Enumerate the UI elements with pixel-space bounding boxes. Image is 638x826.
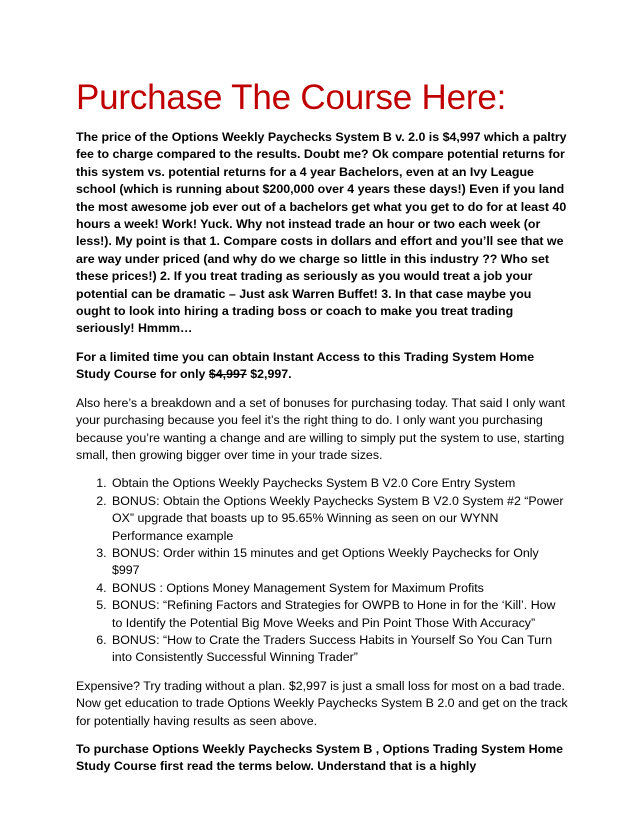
- page-title: Purchase The Course Here:: [76, 78, 507, 117]
- list-item: 3. BONUS: Order within 15 minutes and get Options Weekly Paychecks for Only $997: [110, 545, 568, 580]
- purchase-paragraph: To purchase Options Weekly Paychecks System B , Options Trading System Home Study Course first read the terms below. Understand that is a highly: [76, 742, 564, 774]
- bonus-list: [76, 475, 568, 666]
- list-item: 4. BONUS : Options Money Management System for Maximum Profits: [110, 580, 568, 597]
- offer-text: For a limited time you can obtain Instant Access to this Trading System Home Study Course for only: [76, 349, 535, 382]
- old-price: $4,997: [208, 367, 247, 382]
- bonuses-intro-paragraph: Also here’s a breakdown and a set of bonuses for purchasing today. That said I only want your purchasing because you feel it’s the right thing to do. I only want you purchasing because you’re wanting a change and are willing to simply put the system to use, starting small, then growing bigger over time in your trade sizes.: [76, 395, 566, 462]
- new-price: $2,997.: [250, 367, 292, 382]
- list-item: 6. BONUS: “How to Crate the Traders Success Habits in Yourself So You Can Turn into Consistently Successful Winning Trader”: [110, 632, 568, 667]
- list-item: 2. BONUS: Obtain the Options Weekly Paychecks System B V2.0 System #2 “Power OX” upgrade that boasts up to 95.65% Winning as seen on our WYNN Performance example: [110, 493, 568, 545]
- price-paragraph: The price of the Options Weekly Paychecks System B v. 2.0 is $4,997 which a paltry fee to charge compared to the results. Doubt me? Ok compare potential returns for this system vs. potential returns for a 4 year Bachelors, even at an Ivy League school (which is running about $200,000 over 4 years these days!) Even if you land the most awesome job ever out of a bachelors get what you get to do for at least 40 hours a week! Work! Yuck. Why not instead trade an hour or two each week (or less!). My point is that 1. Compare costs in dollars and effort and you’ll see that we are way under priced (and why do we charge so little in this industry ?? Who set these prices!) 2. If you treat trading as seriously as you would treat a job your potential can be dramatic – Just ask Warren Buffet! 3. In that case maybe you ought to look into hiring a trading boss or coach to make you treat trading seriously! Hmmm…: [76, 130, 567, 336]
- list-item: 1. Obtain the Options Weekly Paychecks System B V2.0 Core Entry System: [110, 475, 568, 492]
- list-item: 5. BONUS: “Refining Factors and Strategies for OWPB to Hone in for the ‘Kill’. How to Identify the Potential Big Move Weeks and Pin Point Those With Accuracy”: [110, 597, 568, 632]
- document-body: [76, 129, 568, 787]
- expensive-paragraph: Expensive? Try trading without a plan. $2,997 is just a small loss for most on a bad trade. Now get education to trade Options Weekly Paychecks System B 2.0 and get on the track for potentially having results as seen above.: [76, 678, 568, 728]
- offer-paragraph: [76, 349, 568, 384]
